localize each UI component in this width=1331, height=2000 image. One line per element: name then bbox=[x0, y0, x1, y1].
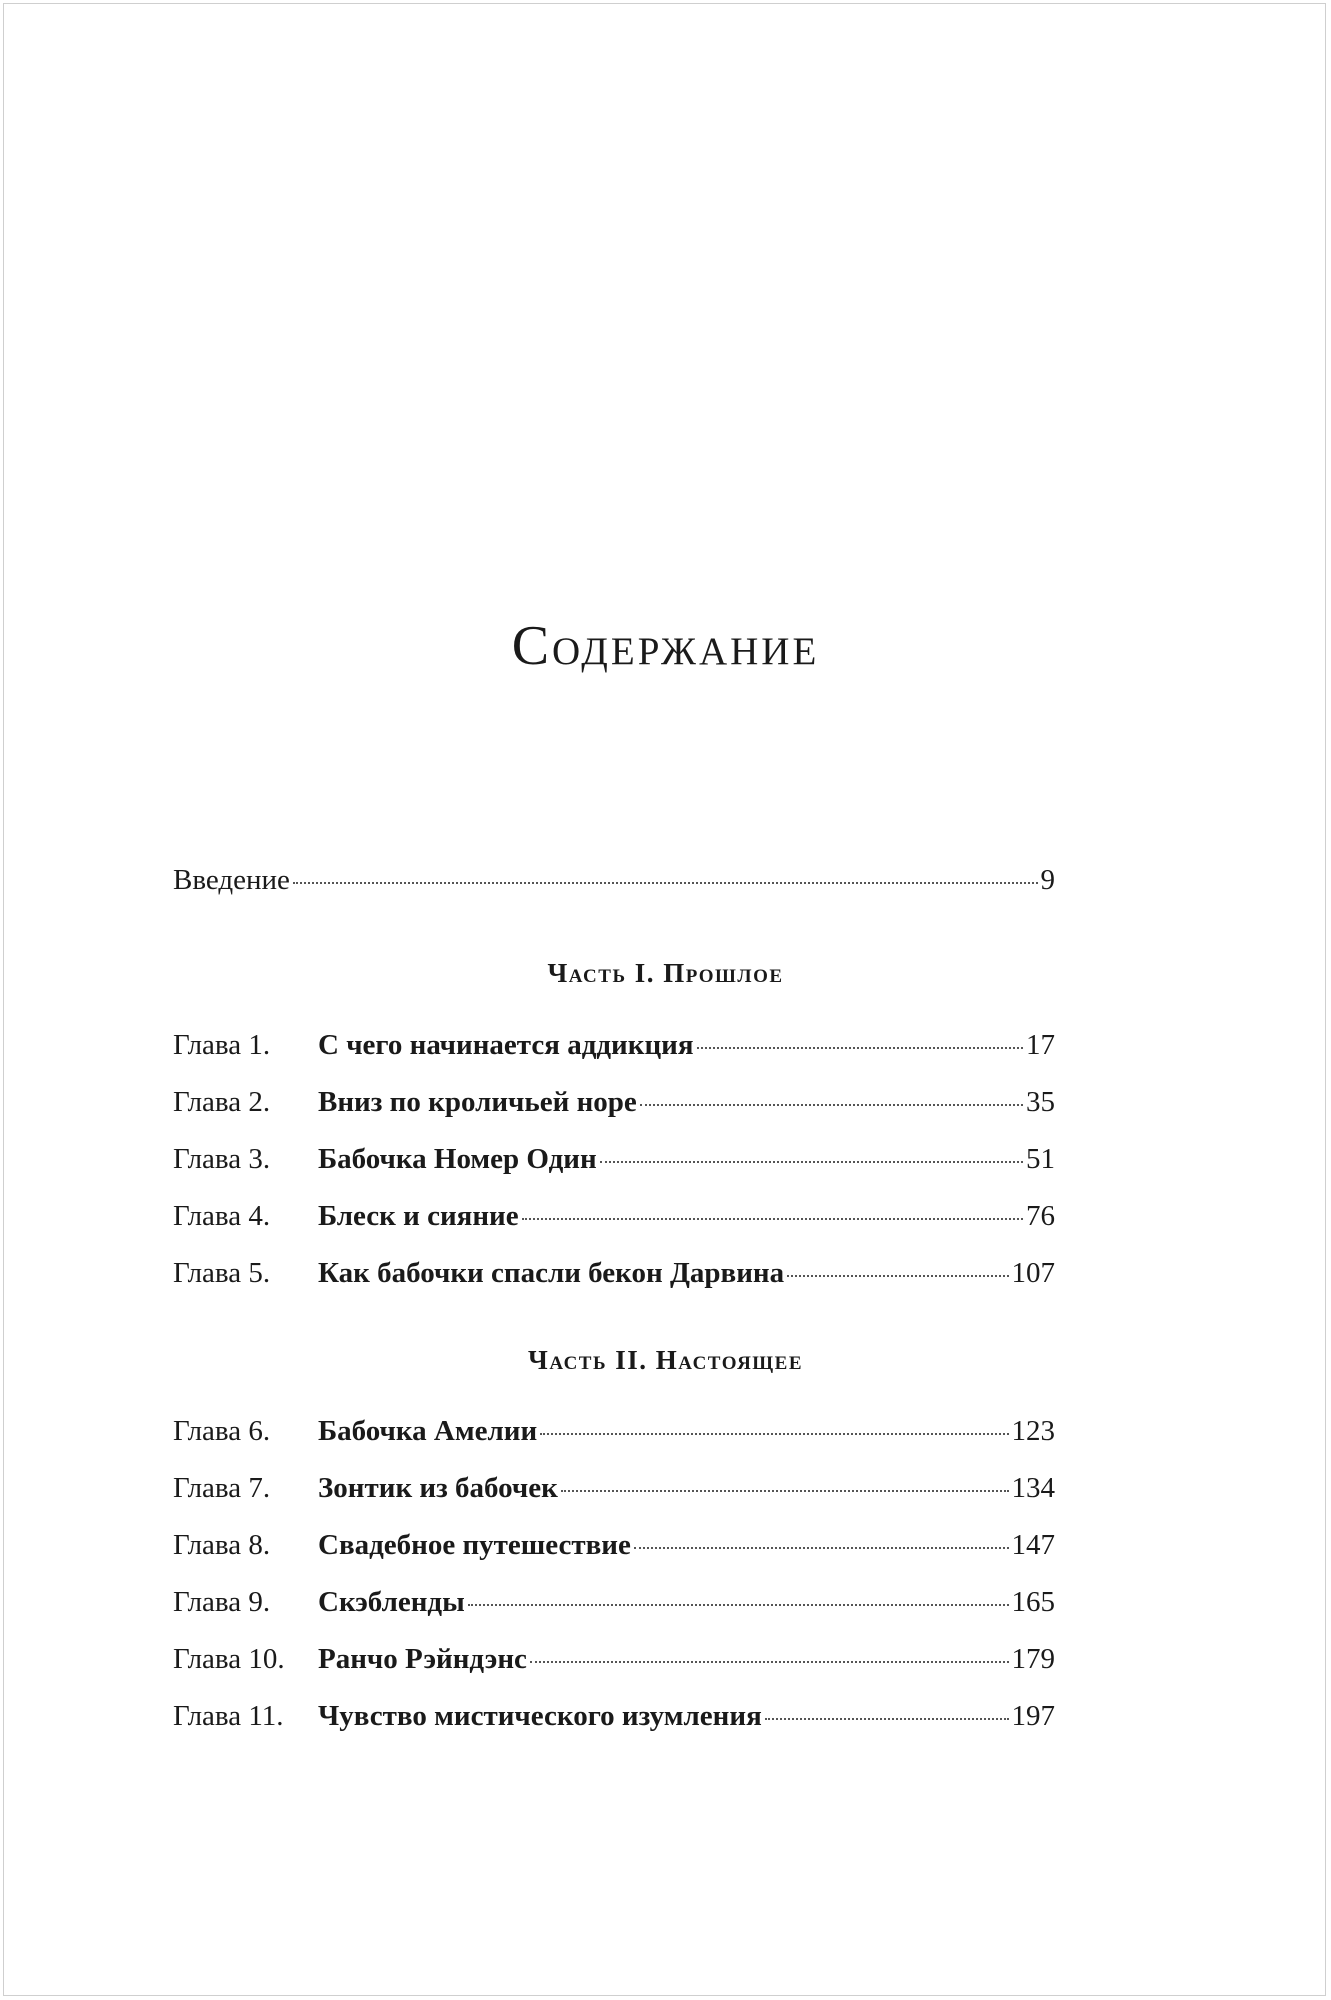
dot-leader bbox=[530, 1639, 1009, 1668]
dot-leader bbox=[634, 1525, 1009, 1554]
chapter-page-number: 17 bbox=[1026, 1029, 1055, 1061]
part-2-heading: Часть II. Настоящее bbox=[528, 1345, 803, 1375]
dot-leader bbox=[600, 1139, 1023, 1168]
toc-entry-chapter-9[interactable] bbox=[173, 1582, 1055, 1617]
page-title: Содержание bbox=[511, 615, 820, 677]
chapter-page-number: 197 bbox=[1011, 1700, 1055, 1732]
dot-leader bbox=[468, 1582, 1009, 1611]
chapter-title: Зонтик из бабочек bbox=[318, 1472, 558, 1504]
chapter-title: Скэбленды bbox=[318, 1586, 465, 1618]
chapter-title: Свадебное путешествие bbox=[318, 1529, 631, 1561]
chapter-page-number: 123 bbox=[1011, 1415, 1055, 1447]
chapter-title: С чего начинается аддикция bbox=[318, 1029, 694, 1061]
chapter-label: Глава 9. bbox=[173, 1586, 271, 1618]
chapter-label: Глава 4. bbox=[173, 1200, 271, 1232]
chapter-title: Бабочка Номер Один bbox=[318, 1143, 597, 1175]
chapter-label: Глава 11. bbox=[173, 1700, 284, 1732]
chapter-page-number: 51 bbox=[1026, 1143, 1055, 1175]
chapter-label: Глава 3. bbox=[173, 1143, 271, 1175]
chapter-title: Ранчо Рэйндэнс bbox=[318, 1643, 527, 1675]
chapter-page-number: 179 bbox=[1011, 1643, 1055, 1675]
chapter-label: Глава 1. bbox=[173, 1029, 271, 1061]
dot-leader bbox=[540, 1411, 1008, 1440]
chapter-label: Глава 6. bbox=[173, 1415, 271, 1447]
dot-leader bbox=[787, 1253, 1008, 1282]
chapter-page-number: 165 bbox=[1011, 1586, 1055, 1618]
toc-entry-chapter-5[interactable] bbox=[173, 1253, 1055, 1288]
dot-leader bbox=[640, 1082, 1023, 1111]
chapter-label: Глава 10. bbox=[173, 1643, 285, 1675]
chapter-title: Как бабочки спасли бекон Дарвина bbox=[318, 1257, 785, 1289]
toc-entry-chapter-4[interactable] bbox=[173, 1196, 1055, 1231]
dot-leader bbox=[697, 1025, 1023, 1054]
chapter-label: Глава 2. bbox=[173, 1086, 271, 1118]
chapter-label: Глава 8. bbox=[173, 1529, 271, 1561]
toc-entry-chapter-7[interactable] bbox=[173, 1468, 1055, 1503]
toc-entry-chapter-11[interactable] bbox=[173, 1696, 1055, 1731]
dot-leader bbox=[765, 1696, 1009, 1725]
toc-entry-chapter-10[interactable] bbox=[173, 1639, 1055, 1674]
chapter-label: Глава 7. bbox=[173, 1472, 271, 1504]
toc-entry-chapter-3[interactable] bbox=[173, 1139, 1055, 1174]
chapter-page-number: 107 bbox=[1011, 1257, 1055, 1289]
intro-title: Введение bbox=[173, 864, 290, 896]
toc-entry-chapter-1[interactable] bbox=[173, 1025, 1055, 1060]
chapter-label: Глава 5. bbox=[173, 1257, 271, 1289]
chapter-page-number: 147 bbox=[1011, 1529, 1055, 1561]
chapter-page-number: 76 bbox=[1026, 1200, 1055, 1232]
chapter-title: Блеск и сияние bbox=[318, 1200, 519, 1232]
dot-leader bbox=[293, 860, 1038, 889]
part-1-heading: Часть I. Прошлое bbox=[547, 958, 784, 988]
chapter-title: Бабочка Амелии bbox=[318, 1415, 538, 1447]
toc-entry-chapter-2[interactable] bbox=[173, 1082, 1055, 1117]
chapter-title: Вниз по кроличьей норе bbox=[318, 1086, 637, 1118]
dot-leader bbox=[561, 1468, 1009, 1497]
toc-entry-chapter-6[interactable] bbox=[173, 1411, 1055, 1446]
chapter-title: Чувство мистического изумления bbox=[318, 1700, 762, 1732]
toc-entry-intro[interactable] bbox=[173, 860, 1055, 895]
chapter-page-number: 35 bbox=[1026, 1086, 1055, 1118]
toc-entry-chapter-8[interactable] bbox=[173, 1525, 1055, 1560]
dot-leader bbox=[522, 1196, 1023, 1225]
chapter-page-number: 134 bbox=[1011, 1472, 1055, 1504]
intro-page-number: 9 bbox=[1040, 864, 1055, 896]
